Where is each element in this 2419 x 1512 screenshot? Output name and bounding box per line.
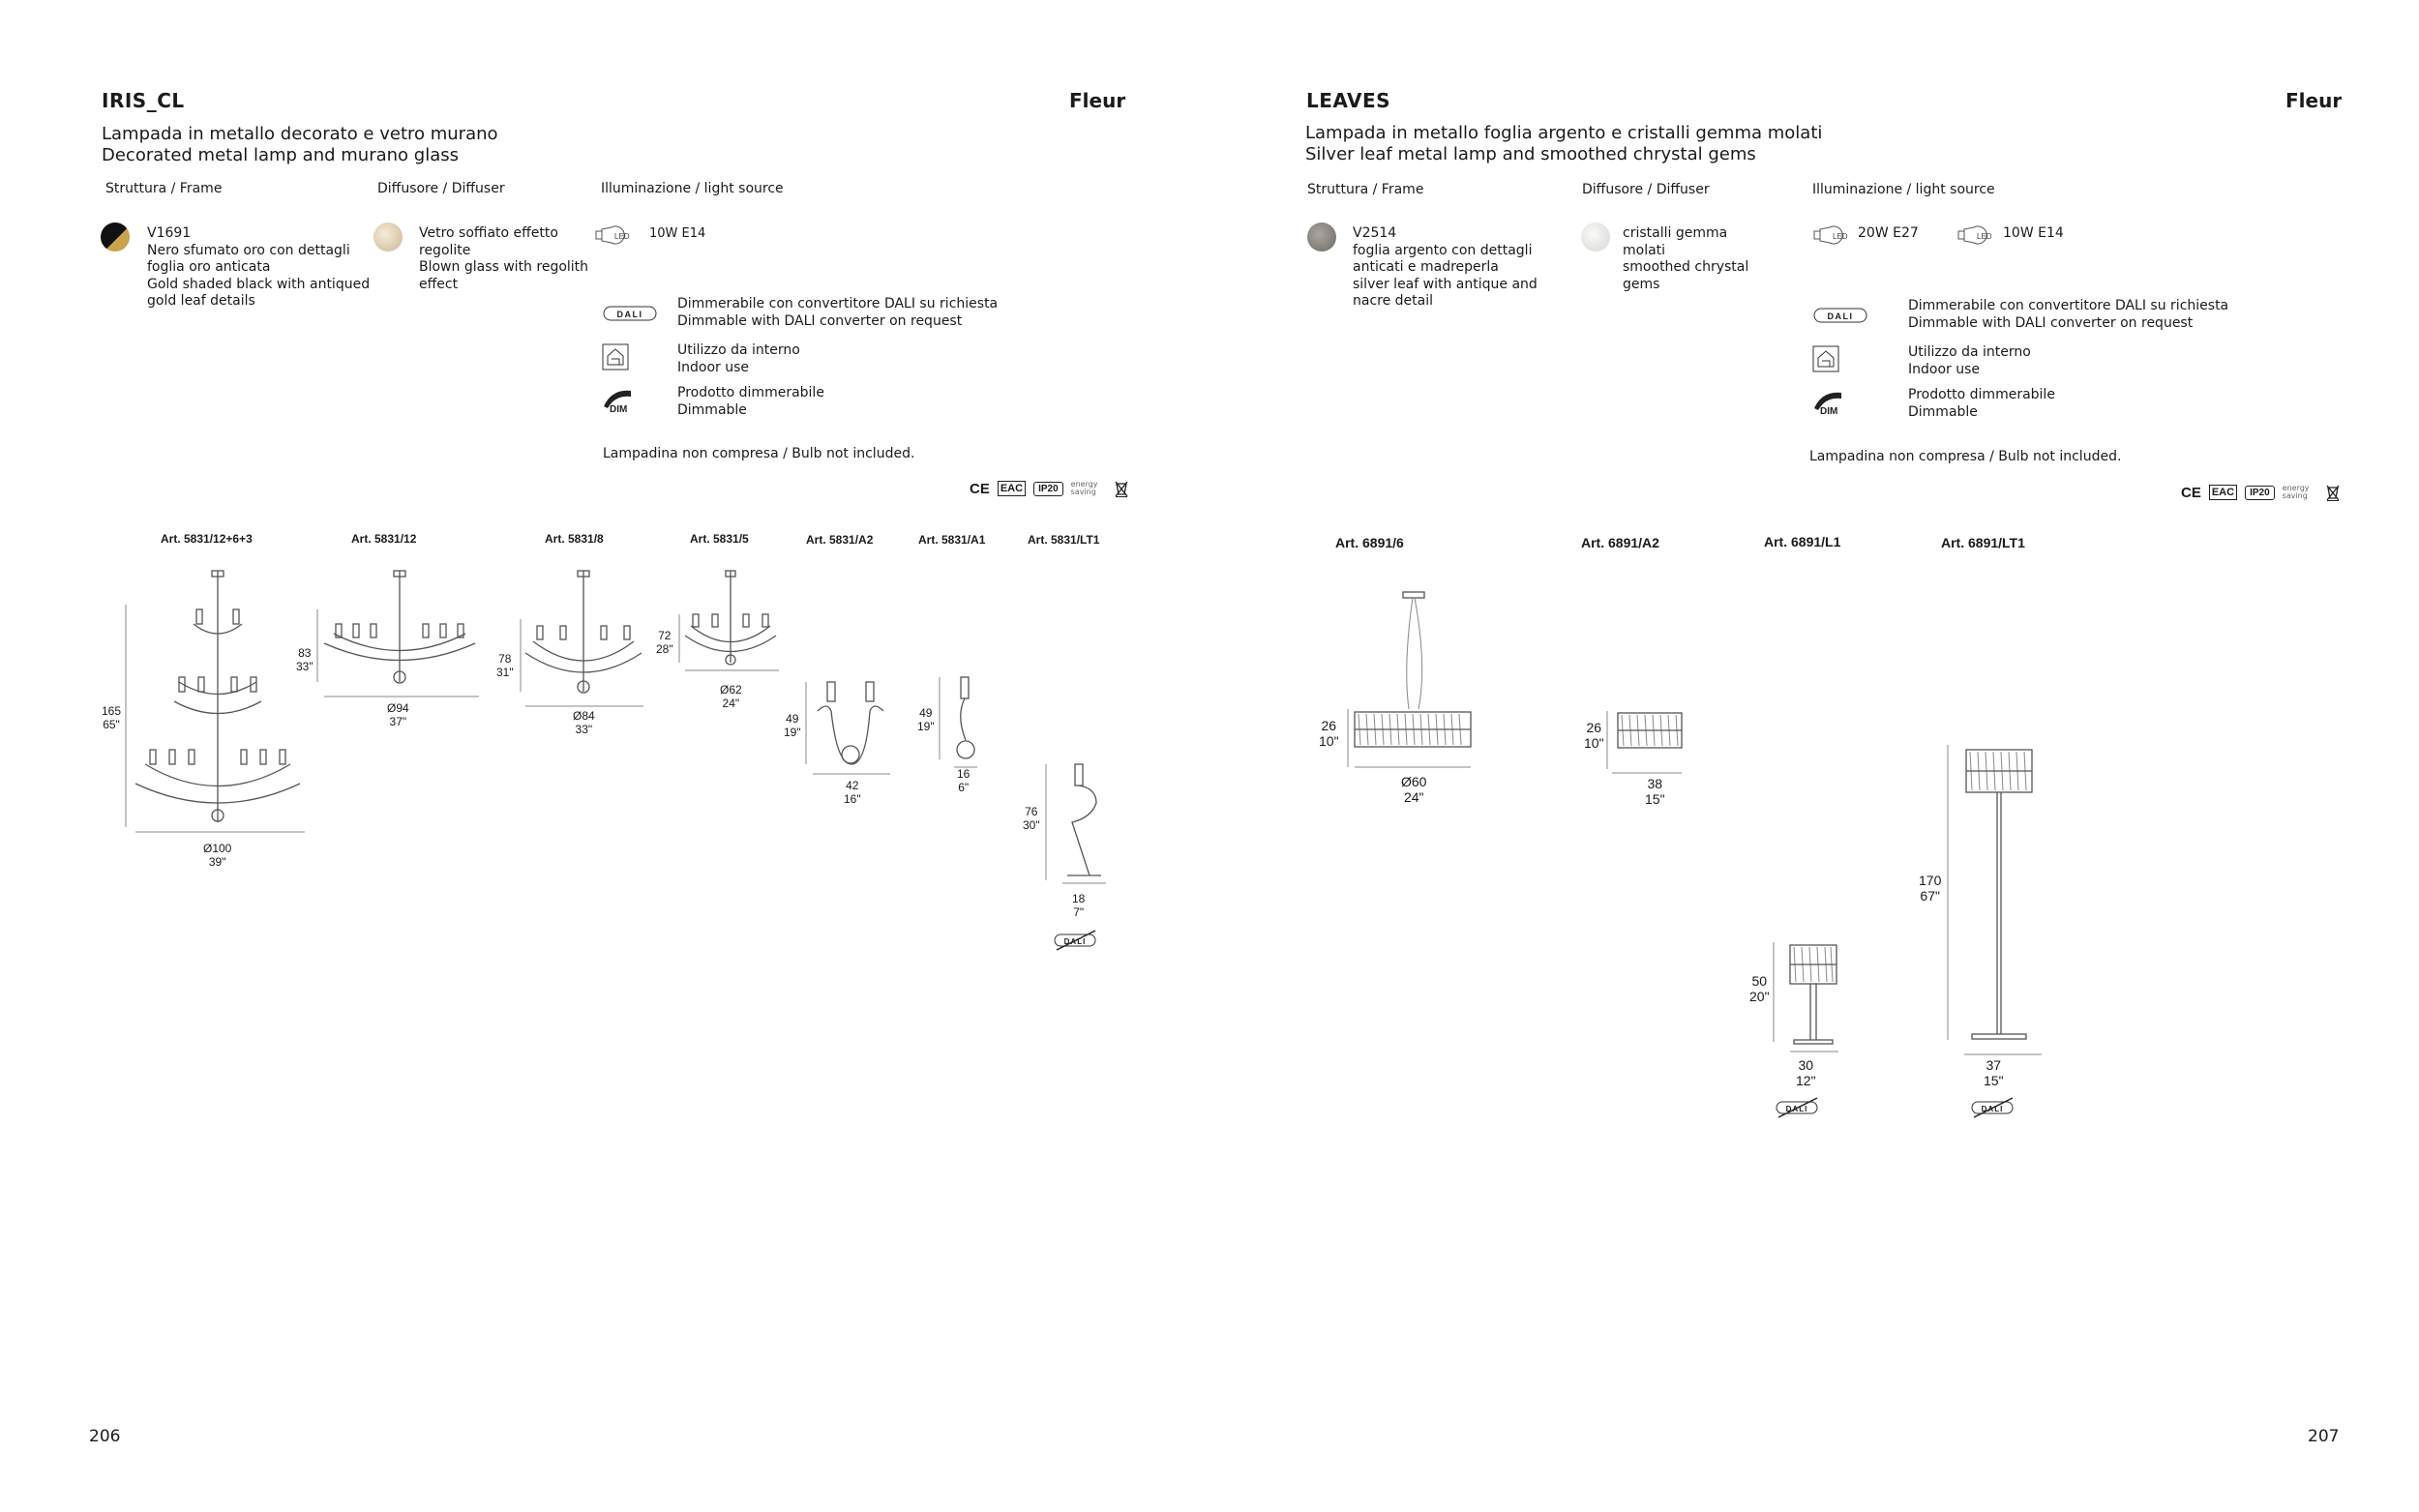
dim-value: 37" xyxy=(389,715,407,728)
dim-value: Ø100 xyxy=(203,842,232,855)
dimension-width-c xyxy=(573,709,595,736)
chandelier-drawing-12 xyxy=(314,566,484,701)
floor-lamp-drawing-6891-lt1 xyxy=(1945,740,2046,1059)
diffuser-line: molati xyxy=(1623,242,1666,258)
dim-text-right xyxy=(1908,387,2055,421)
indoor-it: Utilizzo da interno xyxy=(677,342,800,358)
col-light-left: Illuminazione / light source xyxy=(601,181,784,196)
article-label: Art. 5831/A2 xyxy=(806,533,874,547)
frame-line: foglia oro anticata xyxy=(147,259,271,275)
chandelier-drawing-12-6-3 xyxy=(121,566,314,837)
dim-value: 30 xyxy=(1798,1057,1814,1073)
led-bulb-icon xyxy=(594,224,637,246)
energy-saving-icon: energy saving xyxy=(2282,484,2310,500)
dimension-height-rc xyxy=(1749,973,1770,1004)
frame-line: silver leaf with antique and xyxy=(1353,276,1538,292)
no-dali-icon xyxy=(1053,929,1099,952)
dimension-width-d xyxy=(720,683,742,710)
diffuser-line: Blown glass with regolith xyxy=(419,259,589,275)
dim-value: 38 xyxy=(1647,776,1663,791)
ce-mark-icon: CE xyxy=(2181,484,2201,501)
dim-value: 37 xyxy=(1986,1057,2002,1073)
dim-value: 19" xyxy=(917,720,935,733)
dimension-height-e xyxy=(784,712,801,739)
dali-label: DALI xyxy=(1827,311,1854,321)
dim-value: 16 xyxy=(957,767,971,781)
dim-value: 49 xyxy=(919,706,933,720)
bulb-not-included-left: Lampadina non compresa / Bulb not included. xyxy=(603,446,915,461)
dali-label: DALI xyxy=(1981,1105,2004,1113)
dim-value: 12" xyxy=(1796,1073,1816,1088)
description-en-left: Decorated metal lamp and murano glass xyxy=(102,145,459,165)
dim-value: 18 xyxy=(1072,892,1086,905)
col-diffuser-right: Diffusore / Diffuser xyxy=(1582,182,1710,197)
dim-value: 78 xyxy=(498,652,512,666)
col-frame-right: Struttura / Frame xyxy=(1307,182,1424,197)
dim-label: DIM xyxy=(1820,406,1838,416)
dim-value: 30" xyxy=(1023,818,1040,832)
led-label: LED xyxy=(614,232,630,241)
dali-en: Dimmable with DALI converter on request xyxy=(677,312,963,329)
dali-label: DALI xyxy=(616,310,643,319)
led-bulb-icon xyxy=(1812,224,1855,246)
dim-value: 72 xyxy=(658,629,672,642)
ip20-icon: IP20 xyxy=(2245,486,2275,500)
led-label: LED xyxy=(1833,232,1848,241)
page-number-left: 206 xyxy=(89,1427,121,1446)
dim-value: 33" xyxy=(575,723,593,736)
certification-strip-right xyxy=(2181,484,2341,501)
dimension-width-rd xyxy=(1984,1057,2004,1088)
dim-value: 83 xyxy=(298,646,312,660)
dim-value: 10" xyxy=(1319,733,1339,749)
dim-value: 39" xyxy=(208,855,226,869)
dimension-height-b xyxy=(296,646,314,673)
frame-line: nacre detail xyxy=(1353,293,1434,309)
diffuser-details-left xyxy=(419,225,588,293)
weee-bin-icon xyxy=(2325,484,2341,501)
diffuser-line: regolite xyxy=(419,242,471,258)
led-bulb-icon xyxy=(1956,224,1999,246)
frame-swatch-black-gold xyxy=(101,222,130,252)
dim-value: Ø84 xyxy=(573,709,595,723)
product-title-iris: IRIS_CL xyxy=(102,89,185,112)
dimension-height-ra xyxy=(1319,718,1339,749)
collection-name-right: Fleur xyxy=(2285,89,2343,112)
light-source-left: 10W E14 xyxy=(649,226,706,241)
frame-line: anticati e madreperla xyxy=(1353,259,1499,275)
dim-value: 16" xyxy=(844,792,861,806)
weee-bin-icon xyxy=(1114,480,1129,497)
frame-details-left xyxy=(147,225,370,311)
frame-swatch-silver-leaf xyxy=(1307,222,1336,252)
frame-line: foglia argento con dettagli xyxy=(1353,242,1533,258)
dali-text-left xyxy=(677,296,998,330)
dim-value: 19" xyxy=(784,726,801,739)
dimension-width-e xyxy=(844,779,861,806)
frame-line: gold leaf details xyxy=(147,293,255,309)
frame-line: Nero sfumato oro con dettagli xyxy=(147,242,350,258)
light-source-right-1: 20W E27 xyxy=(1858,225,1919,241)
dim-value: 7" xyxy=(1073,905,1085,919)
dimmable-icon xyxy=(1812,389,1845,416)
bulb-not-included-right: Lampadina non compresa / Bulb not included. xyxy=(1809,449,2122,464)
chandelier-drawing-8 xyxy=(518,566,648,711)
col-light-right: Illuminazione / light source xyxy=(1812,182,1995,197)
eac-mark-icon: EAC xyxy=(998,481,1026,496)
pendant-drawing-6891-6 xyxy=(1345,588,1480,772)
dali-icon xyxy=(602,303,660,324)
diffuser-line: effect xyxy=(419,276,459,292)
article-label: Art. 6891/A2 xyxy=(1581,535,1659,550)
diffuser-line: gems xyxy=(1623,276,1660,292)
wall-lamp-drawing-a1 xyxy=(937,672,985,769)
dimension-height-f xyxy=(917,706,935,733)
diffuser-line: Vetro soffiato effetto xyxy=(419,225,558,241)
dim-label: DIM xyxy=(610,404,628,414)
article-label: Art. 6891/L1 xyxy=(1764,534,1841,549)
dimension-width-rc xyxy=(1796,1057,1816,1088)
table-lamp-drawing-6891-l1 xyxy=(1771,940,1848,1056)
diffuser-line: cristalli gemma xyxy=(1623,225,1728,241)
indoor-use-icon xyxy=(602,343,629,371)
dim-value: 49 xyxy=(786,712,799,726)
article-label: Art. 5831/LT1 xyxy=(1028,533,1100,547)
led-label: LED xyxy=(1977,232,1992,241)
article-label: Art. 6891/LT1 xyxy=(1941,535,2025,550)
dali-label: DALI xyxy=(1063,937,1087,946)
description-it-right: Lampada in metallo foglia argento e cristalli gemma molati xyxy=(1305,123,1823,143)
ce-mark-icon: CE xyxy=(970,480,990,497)
dimension-width-a xyxy=(203,842,231,869)
chandelier-drawing-5 xyxy=(677,566,784,677)
dimension-width-rb xyxy=(1645,776,1665,807)
indoor-it: Utilizzo da interno xyxy=(1908,344,2031,360)
collection-name-left: Fleur xyxy=(1069,89,1126,112)
certification-strip-left xyxy=(970,480,1129,497)
dim-value: 15" xyxy=(1645,791,1665,807)
dim-value: 15" xyxy=(1984,1073,2004,1088)
diffuser-swatch-crystal xyxy=(1581,222,1610,252)
dim-value: 170 xyxy=(1919,873,1942,888)
article-label: Art. 5831/5 xyxy=(690,532,749,546)
article-label: Art. 5831/8 xyxy=(545,532,604,546)
col-diffuser-left: Diffusore / Diffuser xyxy=(377,181,505,196)
table-lamp-drawing-lt1 xyxy=(1043,759,1111,885)
article-label: Art. 5831/A1 xyxy=(918,533,986,547)
dimension-height-rb xyxy=(1584,720,1604,751)
dim-value: 6" xyxy=(958,781,970,794)
dim-value: 10" xyxy=(1584,735,1604,751)
dim-en: Dimmable xyxy=(677,401,747,418)
dim-value: 26 xyxy=(1321,718,1337,733)
dim-value: 50 xyxy=(1751,973,1768,989)
wall-lamp-drawing-6891-a2 xyxy=(1604,709,1687,777)
dimmable-icon xyxy=(602,387,635,414)
diffuser-details-right xyxy=(1623,225,1748,293)
dim-value: 42 xyxy=(846,779,859,792)
dim-value: 65" xyxy=(103,718,120,731)
dimension-width-g xyxy=(1072,892,1085,919)
dim-value: 67" xyxy=(1920,888,1940,904)
page-number-right: 207 xyxy=(2308,1427,2340,1446)
indoor-text-right xyxy=(1908,344,2031,378)
wall-lamp-drawing-a2 xyxy=(803,677,895,779)
no-dali-icon xyxy=(1970,1096,2016,1119)
dim-en: Dimmable xyxy=(1908,403,1978,420)
dim-value: 20" xyxy=(1749,989,1770,1004)
dim-text-left xyxy=(677,385,824,419)
article-label: Art. 5831/12 xyxy=(351,532,417,546)
light-source-right-2: 10W E14 xyxy=(2003,225,2064,241)
description-en-right: Silver leaf metal lamp and smoothed chrystal gems xyxy=(1305,144,1756,164)
dimension-height-d xyxy=(656,629,673,656)
article-label: Art. 6891/6 xyxy=(1335,535,1404,550)
ip20-icon: IP20 xyxy=(1033,482,1063,496)
diffuser-line: smoothed chrystal xyxy=(1623,259,1749,275)
dimension-height-g xyxy=(1023,805,1040,832)
frame-details-right xyxy=(1353,225,1538,311)
dim-value: 33" xyxy=(296,660,314,673)
dim-value: Ø62 xyxy=(720,683,742,697)
dim-value: 26 xyxy=(1586,720,1602,735)
dim-it: Prodotto dimmerabile xyxy=(677,385,824,400)
frame-line: Gold shaded black with antiqued xyxy=(147,276,371,292)
dimension-height-c xyxy=(496,652,514,679)
dali-en: Dimmable with DALI converter on request xyxy=(1908,314,2194,331)
dali-text-right xyxy=(1908,298,2228,332)
col-frame-left: Struttura / Frame xyxy=(105,181,223,196)
dim-it: Prodotto dimmerabile xyxy=(1908,387,2055,402)
dim-value: 24" xyxy=(1403,789,1424,805)
dim-value: Ø94 xyxy=(387,701,409,715)
description-it-left: Lampada in metallo decorato e vetro murano xyxy=(102,124,498,144)
dimension-height-a xyxy=(102,704,121,731)
dimension-width-f xyxy=(957,767,970,794)
dim-value: Ø60 xyxy=(1401,774,1427,789)
frame-code: V1691 xyxy=(147,225,192,241)
frame-code: V2514 xyxy=(1353,225,1397,241)
dim-value: 31" xyxy=(496,666,514,679)
dim-value: 165 xyxy=(102,704,122,718)
dimension-width-ra xyxy=(1401,774,1426,805)
indoor-use-icon xyxy=(1812,345,1839,372)
dali-icon xyxy=(1812,305,1870,326)
eac-mark-icon: EAC xyxy=(2209,485,2237,500)
dimension-width-b xyxy=(387,701,409,728)
dim-value: 28" xyxy=(656,642,673,656)
dim-value: 24" xyxy=(722,697,740,710)
product-title-leaves: LEAVES xyxy=(1306,89,1391,112)
dali-it: Dimmerabile con convertitore DALI su richiesta xyxy=(677,296,999,311)
dali-it: Dimmerabile con convertitore DALI su richiesta xyxy=(1908,298,2229,313)
dim-value: 76 xyxy=(1025,805,1038,818)
indoor-text-left xyxy=(677,342,800,376)
dali-label: DALI xyxy=(1785,1105,1808,1113)
indoor-en: Indoor use xyxy=(1908,361,1981,377)
article-label: Art. 5831/12+6+3 xyxy=(161,532,253,546)
energy-saving-icon: energy saving xyxy=(1070,480,1098,496)
indoor-en: Indoor use xyxy=(677,359,750,375)
dimension-height-rd xyxy=(1919,873,1941,904)
no-dali-icon xyxy=(1775,1096,1821,1119)
diffuser-swatch-regolith xyxy=(373,222,403,252)
